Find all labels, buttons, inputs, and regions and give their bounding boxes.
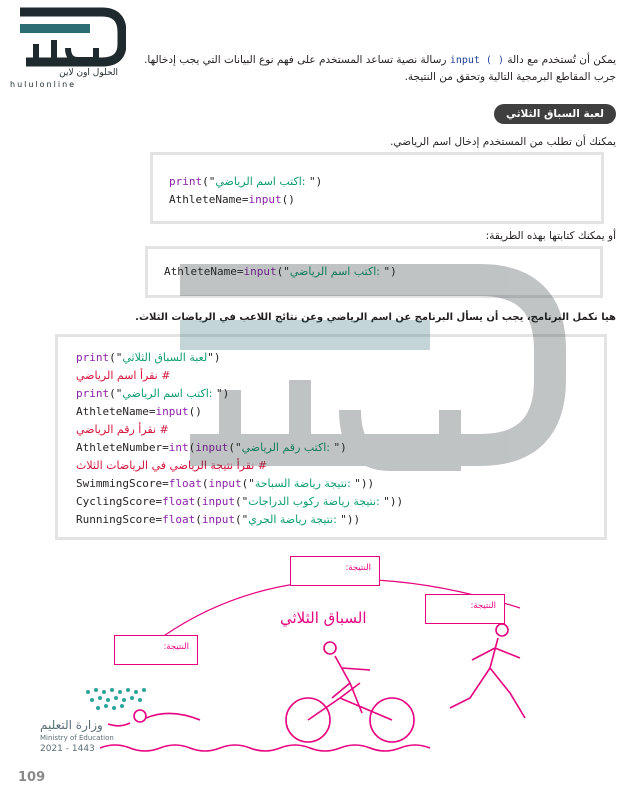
code-line: print("لعبة السباق الثلاثي") <box>76 351 221 364</box>
caption-ask-name: يمكنك أن تطلب من المستخدم إدخال اسم الرياضي. <box>390 136 616 148</box>
ministry-name-en: Ministry of Education <box>40 734 114 742</box>
code-comment: نقرأ اسم الرياضي # <box>76 369 171 382</box>
result-box-swimming: النتيجة: <box>114 635 198 665</box>
caption-alt-way: أو يمكنك كتابتها بهذه الطريقة: <box>485 230 616 242</box>
code-line: AthleteNumber=int(input("اكتب رقم الرياضي: ") <box>76 441 347 454</box>
code-block-1 <box>150 152 604 224</box>
intro-line-1: يمكن أن تُستخدم مع دالة input ( ) رسالة نصية تساعد المستخدم على فهم نوع البيانات التي يجب إدخالها. <box>144 54 616 66</box>
result-box-cycling: النتيجة: <box>425 594 505 624</box>
diagram-title: السباق الثلاثي <box>280 609 367 627</box>
intro-line-2: جرب المقاطع البرمجية التالية وتحقق من النتيجة. <box>404 71 616 83</box>
code-line: RunningScore=float(input("نتيجة رياضة الجري: ")) <box>76 513 361 526</box>
code-line: SwimmingScore=float(input("نتيجة رياضة السباحة: ")) <box>76 477 375 490</box>
intro-paragraph <box>136 52 616 86</box>
result-box-running: النتيجة: <box>290 556 380 586</box>
page-number: 109 <box>18 770 46 785</box>
caption-complete-program: هيا نكمل البرنامج، يجب أن يسأل البرنامج عن اسم الرياضي وعن نتائج اللاعب في الرياضات الثلاث. <box>135 312 616 323</box>
code-line: AthleteName=input() <box>169 193 295 206</box>
code-line: CyclingScore=float(input("نتيجة رياضة ركوب الدراجات: ")) <box>76 495 404 508</box>
section-title: لعبة السباق الثلاثي <box>494 104 616 124</box>
code-block-2 <box>145 246 603 298</box>
ministry-dots-icon <box>78 684 160 716</box>
ministry-name-ar: وزارة التعليم <box>40 718 103 732</box>
code-line: print("اكتب اسم الرياضي: ") <box>169 175 323 188</box>
code-comment: نقرأ نتيجة الرياضي في الرياضات الثلاث # <box>76 459 268 472</box>
code-line: AthleteName=input("اكتب اسم الرياضي: ") <box>164 265 397 278</box>
code-line: AthleteName=input() <box>76 405 202 418</box>
logo-tagline: الحلول اون لاين <box>59 68 118 78</box>
code-line: print("اكتب اسم الرياضي: ") <box>76 387 230 400</box>
code-block-3 <box>55 334 607 540</box>
ministry-year: 2021 - 1443 <box>40 744 95 754</box>
input-keyword: input ( ) <box>449 55 504 66</box>
logo-tagline-en: hululonline <box>10 80 77 89</box>
code-comment: نقرأ رقم الرياضي # <box>76 423 169 436</box>
